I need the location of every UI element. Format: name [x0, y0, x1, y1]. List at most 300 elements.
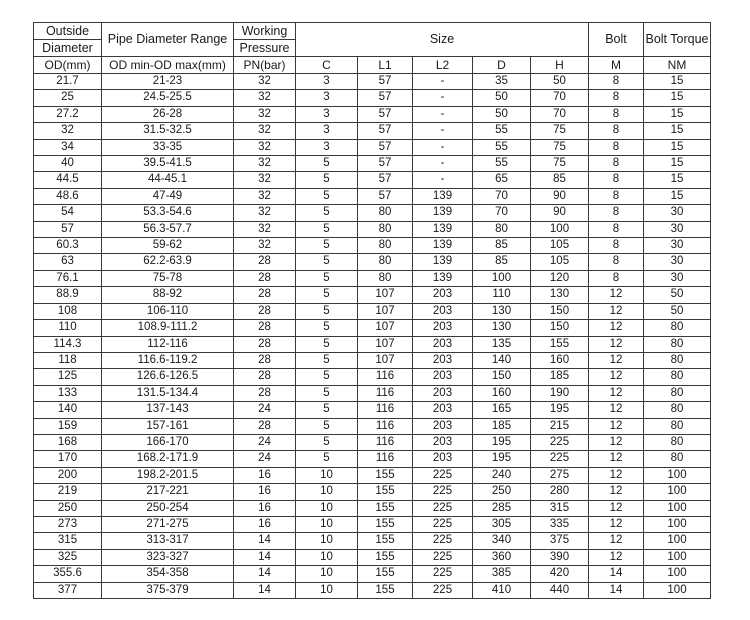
cell-od: 140: [34, 402, 102, 418]
cell-m: 14: [589, 566, 644, 582]
cell-l1: 155: [358, 467, 413, 483]
cell-m: 12: [589, 451, 644, 467]
cell-nm: 100: [644, 516, 711, 532]
cell-pn: 32: [234, 90, 296, 106]
cell-m: 8: [589, 205, 644, 221]
cell-m: 12: [589, 500, 644, 516]
cell-h: 150: [531, 320, 589, 336]
cell-od: 200: [34, 467, 102, 483]
cell-h: 420: [531, 566, 589, 582]
table-row: [34, 172, 711, 188]
cell-l2: 203: [413, 287, 473, 303]
cell-l2: 225: [413, 533, 473, 549]
cell-od: 168: [34, 434, 102, 450]
cell-d: 165: [473, 402, 531, 418]
cell-l1: 80: [358, 238, 413, 254]
unit-c: C: [296, 57, 358, 74]
cell-h: 85: [531, 172, 589, 188]
cell-od-range: 313-317: [102, 533, 234, 549]
cell-nm: 30: [644, 238, 711, 254]
cell-d: 285: [473, 500, 531, 516]
cell-pn: 16: [234, 484, 296, 500]
header-diameter: Diameter: [34, 40, 102, 57]
cell-m: 8: [589, 106, 644, 122]
cell-c: 5: [296, 451, 358, 467]
cell-d: 85: [473, 238, 531, 254]
cell-m: 12: [589, 402, 644, 418]
cell-c: 3: [296, 106, 358, 122]
cell-m: 8: [589, 139, 644, 155]
cell-l1: 80: [358, 254, 413, 270]
cell-od: 57: [34, 221, 102, 237]
cell-l1: 155: [358, 484, 413, 500]
table-row: [34, 451, 711, 467]
unit-nm: NM: [644, 57, 711, 74]
cell-od: 110: [34, 320, 102, 336]
header-size: Size: [296, 23, 589, 57]
cell-pn: 24: [234, 434, 296, 450]
cell-d: 85: [473, 254, 531, 270]
cell-d: 35: [473, 74, 531, 90]
cell-nm: 15: [644, 90, 711, 106]
table-row: [34, 549, 711, 565]
cell-l2: 225: [413, 566, 473, 582]
cell-h: 75: [531, 123, 589, 139]
table-row: [34, 270, 711, 286]
table-row: [34, 205, 711, 221]
cell-l1: 57: [358, 90, 413, 106]
unit-m: M: [589, 57, 644, 74]
table-row: [34, 582, 711, 598]
cell-pn: 14: [234, 533, 296, 549]
cell-m: 8: [589, 172, 644, 188]
unit-l2: L2: [413, 57, 473, 74]
cell-od-range: 31.5-32.5: [102, 123, 234, 139]
cell-od: 170: [34, 451, 102, 467]
cell-c: 10: [296, 549, 358, 565]
cell-l1: 107: [358, 352, 413, 368]
cell-h: 440: [531, 582, 589, 598]
cell-l2: 203: [413, 336, 473, 352]
cell-l2: -: [413, 172, 473, 188]
cell-c: 3: [296, 123, 358, 139]
cell-nm: 100: [644, 566, 711, 582]
cell-od-range: 59-62: [102, 238, 234, 254]
cell-pn: 32: [234, 156, 296, 172]
unit-h: H: [531, 57, 589, 74]
cell-od: 108: [34, 303, 102, 319]
cell-m: 12: [589, 336, 644, 352]
cell-l2: -: [413, 156, 473, 172]
cell-od-range: 47-49: [102, 188, 234, 204]
cell-h: 90: [531, 205, 589, 221]
table-row: [34, 434, 711, 450]
cell-pn: 32: [234, 205, 296, 221]
cell-d: 55: [473, 139, 531, 155]
cell-od-range: 323-327: [102, 549, 234, 565]
cell-l1: 80: [358, 221, 413, 237]
cell-l2: 225: [413, 500, 473, 516]
cell-nm: 80: [644, 369, 711, 385]
cell-od-range: 88-92: [102, 287, 234, 303]
cell-m: 8: [589, 238, 644, 254]
cell-l1: 57: [358, 156, 413, 172]
table-row: [34, 516, 711, 532]
cell-nm: 15: [644, 106, 711, 122]
cell-l2: 139: [413, 238, 473, 254]
table-row: [34, 188, 711, 204]
cell-od: 27.2: [34, 106, 102, 122]
cell-h: 335: [531, 516, 589, 532]
cell-h: 70: [531, 90, 589, 106]
cell-l2: 203: [413, 352, 473, 368]
cell-d: 410: [473, 582, 531, 598]
cell-d: 135: [473, 336, 531, 352]
cell-nm: 100: [644, 484, 711, 500]
cell-l2: 139: [413, 270, 473, 286]
cell-nm: 80: [644, 451, 711, 467]
cell-m: 12: [589, 434, 644, 450]
cell-l1: 155: [358, 549, 413, 565]
cell-h: 195: [531, 402, 589, 418]
cell-nm: 15: [644, 139, 711, 155]
cell-c: 5: [296, 254, 358, 270]
cell-c: 3: [296, 90, 358, 106]
cell-od-range: 24.5-25.5: [102, 90, 234, 106]
cell-od: 21.7: [34, 74, 102, 90]
cell-l1: 107: [358, 320, 413, 336]
cell-od-range: 62.2-63.9: [102, 254, 234, 270]
table-row: [34, 566, 711, 582]
cell-d: 160: [473, 385, 531, 401]
cell-pn: 16: [234, 516, 296, 532]
cell-od: 114.3: [34, 336, 102, 352]
cell-nm: 80: [644, 352, 711, 368]
cell-l2: 203: [413, 369, 473, 385]
cell-od-range: 217-221: [102, 484, 234, 500]
cell-pn: 28: [234, 336, 296, 352]
unit-od: OD(mm): [34, 57, 102, 74]
cell-m: 8: [589, 270, 644, 286]
cell-l2: -: [413, 123, 473, 139]
cell-m: 8: [589, 221, 644, 237]
cell-l2: 225: [413, 516, 473, 532]
cell-m: 12: [589, 549, 644, 565]
cell-c: 5: [296, 402, 358, 418]
cell-pn: 28: [234, 352, 296, 368]
cell-c: 5: [296, 172, 358, 188]
header-bolt-torque: Bolt Torque: [644, 23, 711, 57]
cell-d: 305: [473, 516, 531, 532]
cell-d: 130: [473, 320, 531, 336]
cell-od: 76.1: [34, 270, 102, 286]
header-outside: Outside: [34, 23, 102, 40]
table-row: [34, 303, 711, 319]
cell-c: 3: [296, 74, 358, 90]
cell-od-range: 166-170: [102, 434, 234, 450]
cell-od-range: 44-45.1: [102, 172, 234, 188]
cell-l1: 57: [358, 123, 413, 139]
cell-m: 14: [589, 582, 644, 598]
cell-l1: 107: [358, 303, 413, 319]
cell-od: 315: [34, 533, 102, 549]
cell-m: 8: [589, 254, 644, 270]
cell-nm: 50: [644, 287, 711, 303]
cell-m: 12: [589, 533, 644, 549]
cell-pn: 24: [234, 451, 296, 467]
cell-l2: 203: [413, 451, 473, 467]
cell-pn: 32: [234, 106, 296, 122]
cell-od: 88.9: [34, 287, 102, 303]
cell-nm: 30: [644, 205, 711, 221]
cell-c: 5: [296, 434, 358, 450]
header-bolt: Bolt: [589, 23, 644, 57]
cell-nm: 30: [644, 254, 711, 270]
cell-nm: 80: [644, 418, 711, 434]
table-row: [34, 369, 711, 385]
cell-d: 340: [473, 533, 531, 549]
cell-c: 5: [296, 287, 358, 303]
cell-c: 5: [296, 270, 358, 286]
cell-d: 65: [473, 172, 531, 188]
cell-h: 315: [531, 500, 589, 516]
cell-l2: 139: [413, 188, 473, 204]
cell-l2: 203: [413, 385, 473, 401]
cell-nm: 30: [644, 221, 711, 237]
table-row: [34, 287, 711, 303]
cell-d: 250: [473, 484, 531, 500]
cell-c: 5: [296, 336, 358, 352]
cell-nm: 80: [644, 402, 711, 418]
cell-pn: 28: [234, 270, 296, 286]
cell-od-range: 56.3-57.7: [102, 221, 234, 237]
cell-pn: 24: [234, 402, 296, 418]
cell-h: 275: [531, 467, 589, 483]
cell-c: 5: [296, 205, 358, 221]
cell-h: 75: [531, 139, 589, 155]
cell-d: 140: [473, 352, 531, 368]
cell-l1: 116: [358, 451, 413, 467]
cell-pn: 28: [234, 418, 296, 434]
cell-l2: 139: [413, 254, 473, 270]
cell-c: 10: [296, 533, 358, 549]
cell-l1: 80: [358, 270, 413, 286]
cell-c: 5: [296, 188, 358, 204]
unit-od-range: OD min-OD max(mm): [102, 57, 234, 74]
cell-l1: 57: [358, 172, 413, 188]
cell-pn: 32: [234, 188, 296, 204]
cell-pn: 28: [234, 287, 296, 303]
cell-l1: 107: [358, 336, 413, 352]
table-row: [34, 221, 711, 237]
cell-d: 185: [473, 418, 531, 434]
cell-od-range: 33-35: [102, 139, 234, 155]
cell-d: 240: [473, 467, 531, 483]
cell-d: 55: [473, 123, 531, 139]
table-row: [34, 352, 711, 368]
cell-nm: 80: [644, 385, 711, 401]
cell-d: 195: [473, 434, 531, 450]
cell-d: 130: [473, 303, 531, 319]
cell-pn: 28: [234, 369, 296, 385]
table-row: [34, 123, 711, 139]
table-row: [34, 254, 711, 270]
cell-od-range: 75-78: [102, 270, 234, 286]
cell-od-range: 131.5-134.4: [102, 385, 234, 401]
cell-d: 80: [473, 221, 531, 237]
cell-m: 12: [589, 516, 644, 532]
cell-od-range: 271-275: [102, 516, 234, 532]
cell-nm: 80: [644, 434, 711, 450]
cell-h: 120: [531, 270, 589, 286]
cell-d: 195: [473, 451, 531, 467]
cell-od-range: 354-358: [102, 566, 234, 582]
cell-l2: 203: [413, 402, 473, 418]
cell-c: 5: [296, 320, 358, 336]
table-row: [34, 336, 711, 352]
cell-od-range: 39.5-41.5: [102, 156, 234, 172]
cell-od-range: 168.2-171.9: [102, 451, 234, 467]
cell-nm: 100: [644, 500, 711, 516]
cell-l2: -: [413, 90, 473, 106]
cell-od: 54: [34, 205, 102, 221]
cell-nm: 15: [644, 74, 711, 90]
cell-pn: 28: [234, 320, 296, 336]
cell-od: 219: [34, 484, 102, 500]
cell-c: 5: [296, 221, 358, 237]
cell-nm: 15: [644, 188, 711, 204]
cell-d: 150: [473, 369, 531, 385]
spec-table-container: [33, 22, 711, 599]
cell-od-range: 112-116: [102, 336, 234, 352]
pipe-coupling-spec-table: [33, 22, 711, 599]
cell-c: 10: [296, 500, 358, 516]
cell-l2: 203: [413, 418, 473, 434]
cell-od: 273: [34, 516, 102, 532]
cell-od: 118: [34, 352, 102, 368]
cell-od: 48.6: [34, 188, 102, 204]
table-row: [34, 156, 711, 172]
cell-h: 280: [531, 484, 589, 500]
cell-od-range: 26-28: [102, 106, 234, 122]
cell-d: 70: [473, 188, 531, 204]
table-row: [34, 500, 711, 516]
cell-pn: 32: [234, 74, 296, 90]
cell-d: 385: [473, 566, 531, 582]
cell-l1: 107: [358, 287, 413, 303]
cell-c: 5: [296, 352, 358, 368]
cell-c: 5: [296, 238, 358, 254]
cell-l2: 225: [413, 467, 473, 483]
cell-d: 110: [473, 287, 531, 303]
cell-l1: 116: [358, 369, 413, 385]
cell-nm: 15: [644, 156, 711, 172]
cell-nm: 80: [644, 336, 711, 352]
unit-d: D: [473, 57, 531, 74]
cell-pn: 14: [234, 566, 296, 582]
table-row: [34, 467, 711, 483]
header-pressure: Pressure: [234, 40, 296, 57]
cell-h: 215: [531, 418, 589, 434]
cell-h: 390: [531, 549, 589, 565]
cell-l1: 155: [358, 533, 413, 549]
table-row: [34, 533, 711, 549]
table-row: [34, 418, 711, 434]
cell-h: 375: [531, 533, 589, 549]
cell-h: 150: [531, 303, 589, 319]
table-row: [34, 74, 711, 90]
cell-pn: 28: [234, 303, 296, 319]
cell-l2: -: [413, 139, 473, 155]
table-row: [34, 90, 711, 106]
cell-m: 8: [589, 188, 644, 204]
cell-od: 34: [34, 139, 102, 155]
cell-c: 5: [296, 156, 358, 172]
cell-pn: 28: [234, 385, 296, 401]
cell-c: 5: [296, 369, 358, 385]
cell-m: 12: [589, 484, 644, 500]
cell-pn: 16: [234, 500, 296, 516]
cell-od: 125: [34, 369, 102, 385]
cell-l2: 203: [413, 320, 473, 336]
cell-m: 12: [589, 369, 644, 385]
cell-nm: 100: [644, 467, 711, 483]
cell-l1: 116: [358, 434, 413, 450]
cell-h: 225: [531, 434, 589, 450]
cell-od: 325: [34, 549, 102, 565]
cell-d: 50: [473, 106, 531, 122]
table-row: [34, 402, 711, 418]
cell-c: 10: [296, 484, 358, 500]
cell-pn: 14: [234, 549, 296, 565]
cell-pn: 16: [234, 467, 296, 483]
cell-h: 105: [531, 254, 589, 270]
cell-m: 12: [589, 418, 644, 434]
cell-c: 10: [296, 467, 358, 483]
cell-l1: 116: [358, 385, 413, 401]
table-body: [34, 74, 711, 599]
cell-od-range: 375-379: [102, 582, 234, 598]
cell-l1: 155: [358, 566, 413, 582]
cell-m: 8: [589, 156, 644, 172]
cell-od: 40: [34, 156, 102, 172]
cell-od: 250: [34, 500, 102, 516]
unit-pn: PN(bar): [234, 57, 296, 74]
cell-l1: 80: [358, 205, 413, 221]
cell-pn: 32: [234, 139, 296, 155]
cell-od-range: 53.3-54.6: [102, 205, 234, 221]
cell-l1: 155: [358, 516, 413, 532]
cell-l1: 57: [358, 139, 413, 155]
cell-od-range: 116.6-119.2: [102, 352, 234, 368]
cell-m: 8: [589, 90, 644, 106]
cell-d: 70: [473, 205, 531, 221]
cell-od-range: 250-254: [102, 500, 234, 516]
table-row: [34, 385, 711, 401]
cell-c: 5: [296, 303, 358, 319]
cell-c: 3: [296, 139, 358, 155]
cell-pn: 14: [234, 582, 296, 598]
cell-od: 159: [34, 418, 102, 434]
cell-od: 25: [34, 90, 102, 106]
cell-od-range: 108.9-111.2: [102, 320, 234, 336]
cell-od: 60.3: [34, 238, 102, 254]
cell-nm: 100: [644, 533, 711, 549]
header-working: Working: [234, 23, 296, 40]
cell-l2: 139: [413, 221, 473, 237]
cell-h: 160: [531, 352, 589, 368]
cell-c: 10: [296, 566, 358, 582]
